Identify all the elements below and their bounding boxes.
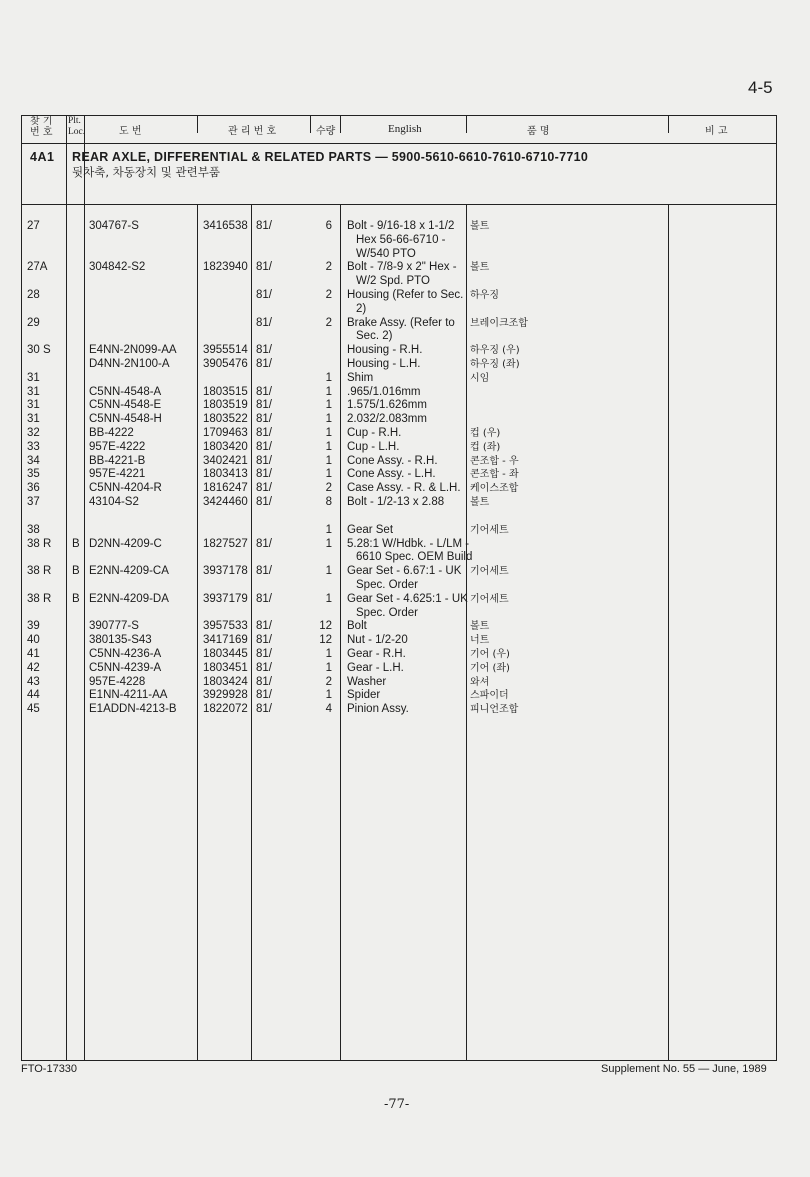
korean-description: 컵 (우) — [470, 427, 501, 439]
quantity: 1 — [325, 454, 332, 467]
ref-number: 42 — [27, 661, 40, 674]
management-number: 1803515 — [203, 385, 248, 398]
table-row — [22, 455, 776, 469]
table-row — [22, 648, 776, 662]
ref-number: 30 S — [27, 344, 51, 357]
ref-number: 29 — [27, 316, 40, 329]
ref-number: 34 — [27, 454, 40, 467]
plate-location: B — [72, 592, 80, 605]
part-number: E2NN-4209-CA — [89, 565, 169, 578]
table-row — [22, 220, 776, 261]
model-code: 81/ — [256, 647, 272, 660]
header-part-no: 도 번 — [119, 126, 142, 137]
ref-number: 37 — [27, 495, 40, 508]
english-description: Bolt - 1/2-13 x 2.88 — [347, 495, 445, 508]
ref-number: 33 — [27, 440, 40, 453]
management-number: 3402421 — [203, 454, 248, 467]
korean-description: 볼트 — [470, 621, 490, 633]
quantity: 1 — [325, 523, 332, 536]
korean-description: 케이스조합 — [470, 483, 519, 495]
ref-number: 38 — [27, 523, 40, 536]
table-row — [22, 372, 776, 386]
model-code: 81/ — [256, 592, 272, 605]
parts-table — [21, 115, 777, 1061]
quantity: 12 — [319, 634, 332, 647]
ref-number: 31 — [27, 385, 40, 398]
model-code: 81/ — [256, 288, 272, 301]
model-code: 81/ — [256, 537, 272, 550]
ref-number: 38 R — [27, 565, 52, 578]
quantity: 2 — [325, 261, 332, 274]
folio-page-number: -77- — [384, 1097, 410, 1112]
header-ref: 찾 기 번 호 — [30, 116, 53, 138]
table-row — [22, 441, 776, 455]
model-code: 81/ — [256, 220, 272, 232]
ref-number: 45 — [27, 703, 40, 716]
management-number: 1803445 — [203, 647, 248, 660]
management-number: 1803424 — [203, 675, 248, 688]
management-number: 3955514 — [203, 344, 248, 357]
ref-number: 32 — [27, 426, 40, 439]
header-mgmt-no: 관 리 번 호 — [228, 126, 277, 137]
model-code: 81/ — [256, 413, 272, 426]
management-number: 3937179 — [203, 592, 248, 605]
model-code: 81/ — [256, 316, 272, 329]
header-english: English — [388, 123, 422, 135]
part-number: 957E-4228 — [89, 675, 146, 688]
ref-number: 43 — [27, 675, 40, 688]
part-number: 304767-S — [89, 220, 139, 232]
korean-description: 기어세트 — [470, 524, 509, 536]
part-number: C5NN-4548-A — [89, 385, 162, 398]
part-number: C5NN-4204-R — [89, 482, 162, 495]
part-number: 304842-S2 — [89, 261, 146, 274]
english-description: Case Assy. - R. & L.H. — [347, 482, 461, 495]
korean-description: 브레이크조합 — [470, 317, 528, 329]
english-description: Gear Set - 6.67:1 - UK Spec. Order — [347, 565, 462, 591]
english-description: .965/1.016mm — [347, 385, 421, 398]
quantity: 1 — [325, 592, 332, 605]
part-number: D2NN-4209-C — [89, 537, 162, 550]
section-title: REAR AXLE, DIFFERENTIAL & RELATED PARTS — 5900-5610-6610-7610-6710-7710 — [72, 150, 589, 164]
part-number: C5NN-4236-A — [89, 647, 162, 660]
management-number: 3416538 — [203, 220, 248, 232]
ref-number: 39 — [27, 620, 40, 633]
part-number: C5NN-4548-H — [89, 413, 162, 426]
ref-number: 44 — [27, 689, 40, 702]
quantity: 1 — [325, 565, 332, 578]
management-number: 1822072 — [203, 703, 248, 716]
part-number: 957E-4222 — [89, 440, 146, 453]
footer-form-number: FTO-17330 — [21, 1063, 78, 1075]
management-number: 1823940 — [203, 261, 248, 274]
table-row — [22, 689, 776, 703]
management-number: 1803522 — [203, 413, 248, 426]
korean-description: 하우징 (우) — [470, 345, 520, 357]
korean-description: 하우징 (좌) — [470, 358, 520, 370]
table-row — [22, 413, 776, 427]
part-number: 43104-S2 — [89, 495, 139, 508]
part-number: D4NN-2N100-A — [89, 357, 170, 370]
korean-description: 기어 (좌) — [470, 662, 510, 674]
quantity: 2 — [325, 482, 332, 495]
model-code: 81/ — [256, 468, 272, 481]
ref-number: 41 — [27, 647, 40, 660]
english-description: Brake Assy. (Refer to Sec. 2) — [347, 316, 455, 343]
management-number: 1709463 — [203, 426, 248, 439]
header-qty: 수량 — [316, 126, 336, 137]
part-number: BB-4221-B — [89, 454, 146, 467]
korean-description: 기어 (우) — [470, 648, 510, 660]
english-description: Housing - R.H. — [347, 344, 423, 357]
table-row — [22, 289, 776, 317]
table-row — [22, 538, 776, 566]
english-description: Spider — [347, 689, 381, 702]
part-number: 957E-4221 — [89, 468, 146, 481]
korean-description: 피니언조합 — [470, 704, 519, 716]
english-description: 2.032/2.083mm — [347, 413, 427, 426]
management-number: 3957533 — [203, 620, 248, 633]
ref-number: 38 R — [27, 592, 52, 605]
management-number: 3905476 — [203, 357, 248, 370]
english-description: Shim — [347, 371, 374, 384]
header-plt: Plt. Loc. — [68, 116, 86, 137]
management-number: 1803420 — [203, 440, 248, 453]
korean-description: 와셔 — [470, 676, 490, 688]
ref-number: 27 — [27, 220, 40, 232]
quantity: 8 — [325, 495, 332, 508]
quantity: 1 — [325, 426, 332, 439]
ref-number: 40 — [27, 634, 40, 647]
model-code: 81/ — [256, 703, 272, 716]
quantity: 1 — [325, 371, 332, 384]
model-code: 81/ — [256, 675, 272, 688]
quantity: 1 — [325, 440, 332, 453]
english-description: Cone Assy. - R.H. — [347, 454, 438, 467]
part-number: 380135-S43 — [89, 634, 152, 647]
table-row — [22, 620, 776, 634]
quantity: 2 — [325, 675, 332, 688]
english-description: Pinion Assy. — [347, 703, 409, 716]
model-code: 81/ — [256, 495, 272, 508]
section-korean-title: 뒷차축, 차동장치 및 관련부품 — [72, 165, 220, 179]
korean-description: 스파이더 — [470, 690, 509, 702]
table-row — [22, 703, 776, 717]
table-row — [22, 496, 776, 510]
plate-location: B — [72, 565, 80, 578]
ref-number: 27A — [27, 261, 48, 274]
table-row — [22, 399, 776, 413]
quantity: 4 — [325, 703, 332, 716]
table-row — [22, 386, 776, 400]
management-number: 1827527 — [203, 537, 248, 550]
korean-description: 시임 — [470, 372, 490, 384]
quantity: 1 — [325, 468, 332, 481]
quantity: 6 — [325, 220, 332, 232]
english-description: Housing - L.H. — [347, 357, 421, 370]
model-code: 81/ — [256, 426, 272, 439]
part-number: E2NN-4209-DA — [89, 592, 169, 605]
table-row — [22, 662, 776, 676]
table-row — [22, 482, 776, 496]
korean-description: 컵 (좌) — [470, 441, 501, 453]
ref-number: 31 — [27, 399, 40, 412]
korean-description: 콘조합 - 우 — [470, 455, 519, 467]
part-number: C5NN-4548-E — [89, 399, 162, 412]
table-row — [22, 358, 776, 372]
model-code: 81/ — [256, 634, 272, 647]
english-description: Housing (Refer to Sec. 2) — [347, 288, 464, 315]
model-code: 81/ — [256, 482, 272, 495]
part-number: E4NN-2N099-AA — [89, 344, 177, 357]
part-number: 390777-S — [89, 620, 139, 633]
ref-number: 35 — [27, 468, 40, 481]
quantity: 2 — [325, 288, 332, 301]
english-description: Nut - 1/2-20 — [347, 634, 408, 647]
quantity: 1 — [325, 537, 332, 550]
management-number: 3417169 — [203, 634, 248, 647]
model-code: 81/ — [256, 399, 272, 412]
ref-number: 36 — [27, 482, 40, 495]
model-code: 81/ — [256, 565, 272, 578]
table-row — [22, 468, 776, 482]
korean-description: 하우징 — [470, 289, 499, 301]
management-number: 1816247 — [203, 482, 248, 495]
management-number: 1803451 — [203, 661, 248, 674]
quantity: 1 — [325, 385, 332, 398]
part-number: BB-4222 — [89, 426, 134, 439]
part-number: E1ADDN-4213-B — [89, 703, 177, 716]
ref-number: 28 — [27, 288, 40, 301]
english-description: Bolt — [347, 620, 367, 633]
model-code: 81/ — [256, 454, 272, 467]
model-code: 81/ — [256, 689, 272, 702]
ref-number: 38 R — [27, 537, 52, 550]
part-number: E1NN-4211-AA — [89, 689, 168, 702]
korean-description: 너트 — [470, 635, 490, 647]
english-description: Gear - R.H. — [347, 647, 406, 660]
model-code: 81/ — [256, 261, 272, 274]
english-description: 5.28:1 W/Hdbk. - L/LM - 6610 Spec. OEM Build — [347, 537, 473, 564]
ref-number: 31 — [27, 413, 40, 426]
footer-supplement: Supplement No. 55 — June, 1989 — [601, 1063, 767, 1075]
table-row — [22, 593, 776, 621]
quantity: 1 — [325, 413, 332, 426]
english-description: Bolt - 7/8-9 x 2" Hex - W/2 Spd. PTO — [347, 261, 457, 288]
table-row — [22, 676, 776, 690]
english-description: Gear - L.H. — [347, 661, 404, 674]
part-number: C5NN-4239-A — [89, 661, 162, 674]
korean-description: 콘조합 - 좌 — [470, 469, 519, 481]
table-row — [22, 317, 776, 345]
model-code: 81/ — [256, 661, 272, 674]
table-row — [22, 524, 776, 538]
management-number: 3937178 — [203, 565, 248, 578]
english-description: Washer — [347, 675, 387, 688]
english-description: Gear Set — [347, 523, 394, 536]
parts-list — [22, 216, 776, 717]
english-description: Cup - R.H. — [347, 426, 402, 439]
header-korean-name: 품 명 — [527, 126, 550, 137]
english-description: Cone Assy. - L.H. — [347, 468, 436, 481]
korean-description: 기어세트 — [470, 566, 509, 578]
quantity: 1 — [325, 399, 332, 412]
ref-number: 31 — [27, 371, 40, 384]
header-remarks: 비 고 — [705, 126, 728, 137]
quantity: 12 — [319, 620, 332, 633]
model-code: 81/ — [256, 344, 272, 357]
table-row — [22, 634, 776, 648]
table-row — [22, 427, 776, 441]
quantity: 1 — [325, 661, 332, 674]
model-code: 81/ — [256, 385, 272, 398]
table-row — [22, 261, 776, 289]
quantity: 1 — [325, 689, 332, 702]
model-code: 81/ — [256, 440, 272, 453]
table-row — [22, 344, 776, 358]
page-number: 4-5 — [748, 78, 773, 97]
management-number: 1803413 — [203, 468, 248, 481]
korean-description: 볼트 — [470, 496, 490, 508]
english-description: Gear Set - 4.625:1 - UK Spec. Order — [347, 592, 468, 619]
model-code: 81/ — [256, 620, 272, 633]
management-number: 3424460 — [203, 495, 248, 508]
plate-location: B — [72, 537, 80, 550]
korean-description: 볼트 — [470, 221, 490, 232]
quantity: 1 — [325, 647, 332, 660]
management-number: 1803519 — [203, 399, 248, 412]
korean-description: 기어세트 — [470, 593, 509, 605]
section-code: 4A1 — [30, 150, 55, 164]
table-row — [22, 565, 776, 593]
english-description: 1.575/1.626mm — [347, 399, 427, 412]
quantity: 2 — [325, 316, 332, 329]
management-number: 3929928 — [203, 689, 248, 702]
korean-description: 볼트 — [470, 262, 490, 274]
english-description: Cup - L.H. — [347, 440, 400, 453]
english-description: Bolt - 9/16-18 x 1-1/2 Hex 56-66-6710 - W/540 PTO — [347, 220, 455, 260]
model-code: 81/ — [256, 357, 272, 370]
